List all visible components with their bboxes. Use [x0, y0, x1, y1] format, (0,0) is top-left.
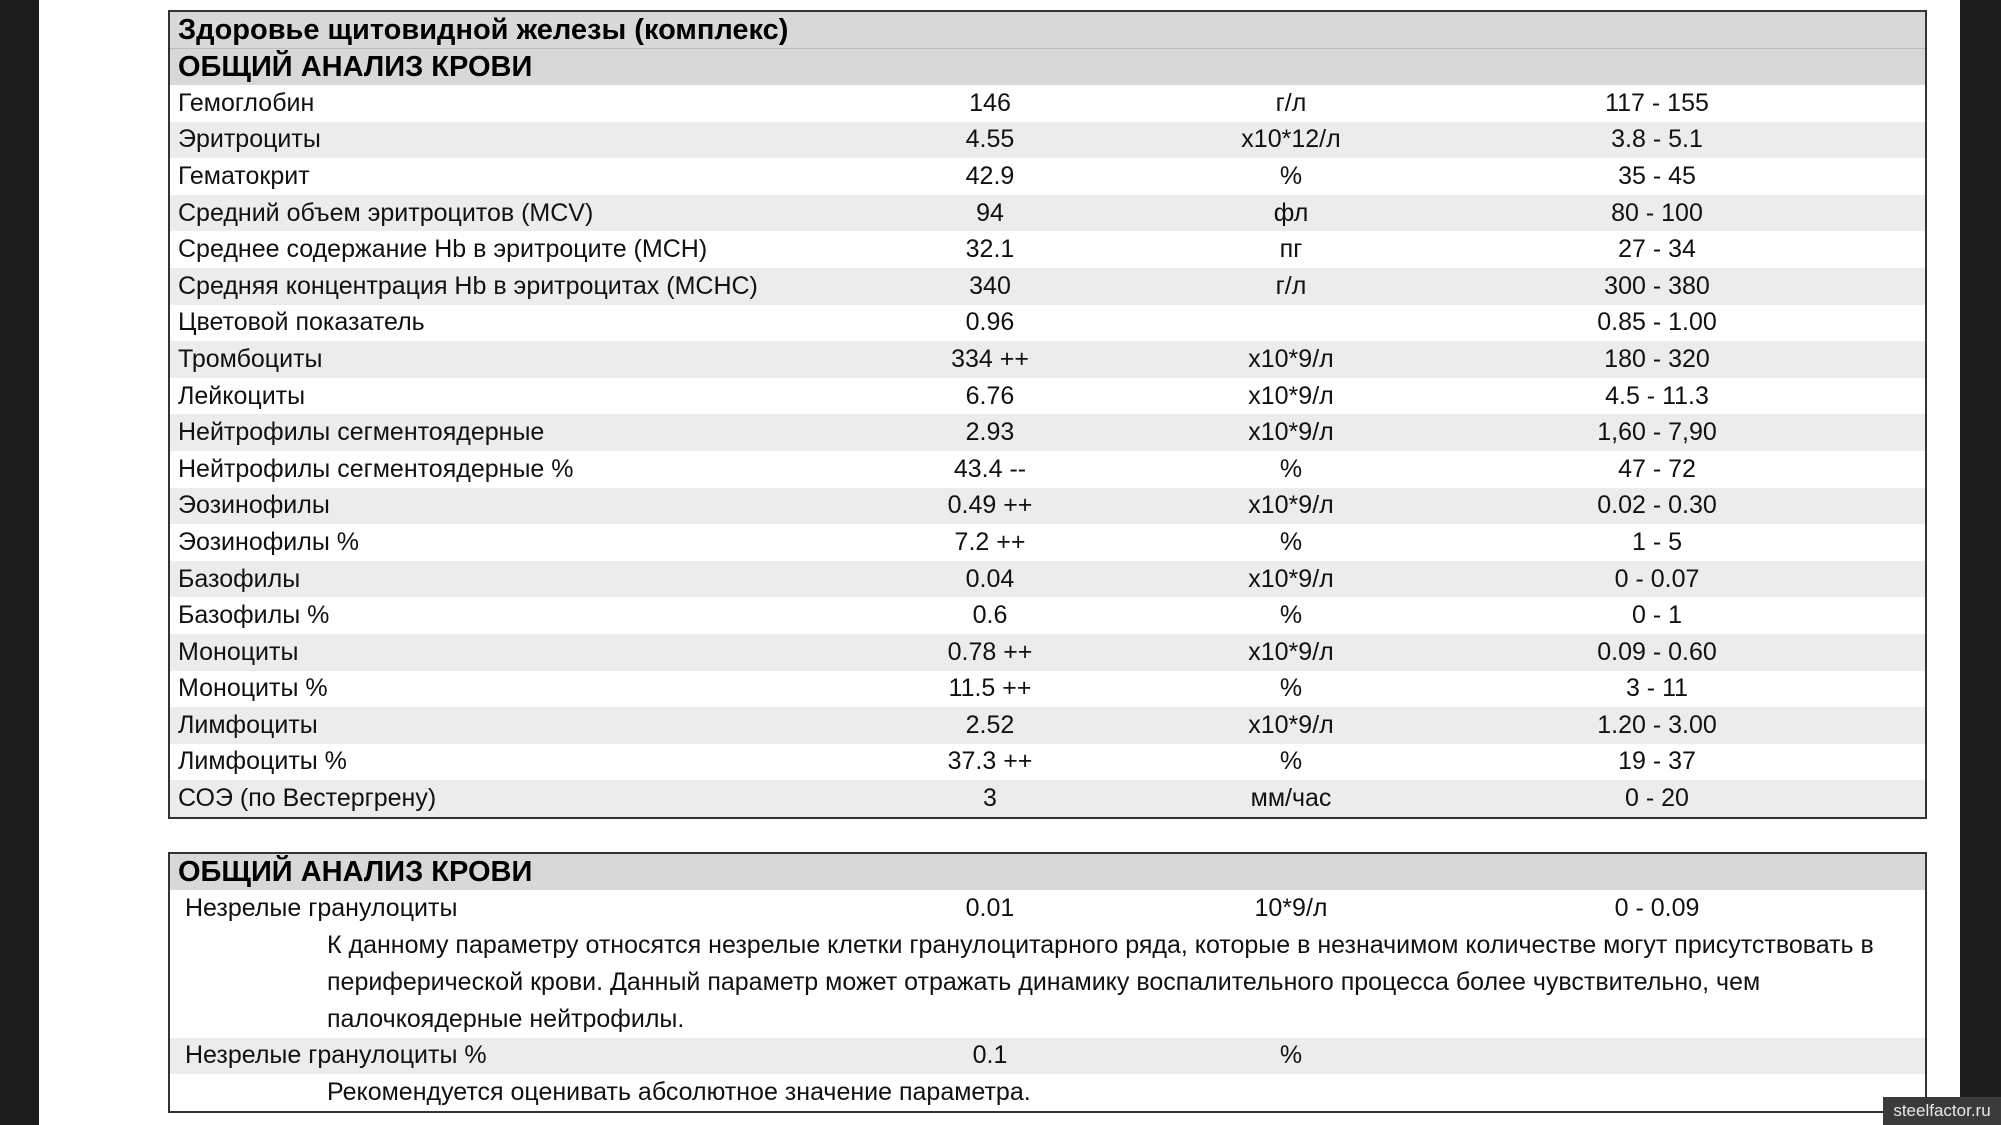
parameter-value: 340 — [969, 271, 1011, 300]
parameter-name: Тромбоциты — [178, 344, 323, 373]
table-row — [170, 268, 1925, 305]
reference-range: 27 - 34 — [1618, 235, 1696, 264]
parameter-value: 37.3 ++ — [947, 747, 1033, 776]
table-row — [170, 561, 1925, 598]
table-row — [170, 414, 1925, 451]
table-row — [170, 122, 1925, 159]
reference-range: 35 - 45 — [1618, 161, 1696, 190]
parameter-unit: % — [1279, 1041, 1303, 1070]
parameter-unit: x10*9/л — [1248, 381, 1334, 410]
parameter-unit: x10*9/л — [1248, 564, 1334, 593]
table-row — [170, 890, 1925, 927]
result-rows — [170, 85, 1925, 817]
parameter-name: Средняя концентрация Hb в эритроцитах (MCHC) — [178, 271, 758, 300]
parameter-value: 43.4 -- — [953, 454, 1027, 483]
parameter-unit: мм/час — [1250, 784, 1332, 813]
parameter-unit: % — [1279, 454, 1303, 483]
reference-range: 180 - 320 — [1604, 344, 1710, 373]
parameter-unit: % — [1279, 674, 1303, 703]
parameter-value: 0.6 — [972, 601, 1008, 630]
table-row — [170, 524, 1925, 561]
reference-range: 0 - 0.09 — [1614, 893, 1700, 922]
parameter-name: Средний объем эритроцитов (MCV) — [178, 198, 594, 227]
parameter-note: К данному параметру относятся незрелые клетки гранулоцитарного ряда, которые в незначимом количестве могут присутствовать в периферической крови. Данный параметр может отражать динамику воспалительного процесса более чувствительно, чем палочкоядерные нейтрофилы. — [327, 930, 1874, 1033]
reference-range: 1,60 - 7,90 — [1597, 418, 1717, 447]
parameter-unit: г/л — [1275, 88, 1307, 117]
parameter-name: Гемоглобин — [178, 88, 315, 117]
reference-range: 1 - 5 — [1631, 527, 1683, 556]
parameter-unit: % — [1279, 527, 1303, 556]
table-row — [170, 231, 1925, 268]
parameter-value: 0.49 ++ — [947, 491, 1033, 520]
reference-range: 0 - 1 — [1631, 601, 1683, 630]
parameter-name: Моноциты % — [178, 674, 328, 703]
parameter-value: 3 — [983, 784, 997, 813]
reference-range: 117 - 155 — [1605, 88, 1709, 117]
page-title: Здоровье щитовидной железы (комплекс) — [170, 12, 1925, 48]
section-title: ОБЩИЙ АНАЛИЗ КРОВИ — [170, 48, 1925, 85]
table-row — [170, 780, 1925, 817]
table-row — [170, 85, 1925, 122]
parameter-value: 0.1 — [972, 1041, 1008, 1070]
parameter-note: Рекомендуется оценивать абсолютное значение параметра. — [327, 1078, 1031, 1107]
document-page — [39, 0, 1960, 1125]
parameter-name: Лимфоциты % — [178, 747, 347, 776]
parameter-value: 334 ++ — [951, 344, 1029, 373]
parameter-value: 4.55 — [965, 125, 1015, 154]
parameter-unit: x10*9/л — [1248, 418, 1334, 447]
parameter-unit: 10*9/л — [1254, 893, 1328, 922]
table-row — [170, 1038, 1925, 1075]
parameter-name: Цветовой показатель — [178, 308, 425, 337]
parameter-name: Лейкоциты — [178, 381, 306, 410]
parameter-unit: % — [1279, 747, 1303, 776]
reference-range: 0 - 20 — [1625, 784, 1689, 813]
reference-range: 300 - 380 — [1604, 271, 1710, 300]
analysis-table-granulocytes — [168, 852, 1927, 1113]
reference-range: 3.8 - 5.1 — [1611, 125, 1703, 154]
parameter-value: 11.5 ++ — [948, 674, 1032, 703]
parameter-value: 94 — [976, 198, 1004, 227]
parameter-name: СОЭ (по Вестергрену) — [178, 784, 437, 813]
reference-range: 80 - 100 — [1611, 198, 1703, 227]
table-row — [170, 451, 1925, 488]
reference-range: 47 - 72 — [1618, 454, 1696, 483]
table-row — [170, 341, 1925, 378]
reference-range: 0.85 - 1.00 — [1597, 308, 1717, 337]
parameter-unit: г/л — [1275, 271, 1307, 300]
parameter-value: 32.1 — [965, 235, 1015, 264]
parameter-name: Базофилы % — [178, 601, 330, 630]
parameter-name: Нейтрофилы сегментоядерные % — [178, 454, 574, 483]
parameter-name: Эозинофилы % — [178, 527, 359, 556]
analysis-table-main — [168, 10, 1927, 819]
parameter-value: 2.52 — [965, 710, 1015, 739]
parameter-value: 42.9 — [965, 161, 1015, 190]
parameter-unit: x10*9/л — [1248, 637, 1334, 666]
parameter-name: Моноциты — [178, 637, 299, 666]
parameter-unit: % — [1279, 161, 1303, 190]
table-row — [170, 158, 1925, 195]
table-row — [170, 378, 1925, 415]
parameter-name: Гематокрит — [178, 161, 310, 190]
parameter-value: 0.78 ++ — [947, 637, 1033, 666]
parameter-unit: x10*9/л — [1248, 344, 1334, 373]
parameter-value: 0.04 — [965, 564, 1015, 593]
parameter-unit: % — [1279, 601, 1303, 630]
table-row — [170, 305, 1925, 342]
parameter-unit: x10*9/л — [1248, 491, 1334, 520]
table-row — [170, 195, 1925, 232]
table-row — [170, 671, 1925, 708]
table-row — [170, 744, 1925, 781]
parameter-unit: фл — [1273, 198, 1309, 227]
parameter-value: 2.93 — [965, 418, 1015, 447]
reference-range: 0.09 - 0.60 — [1597, 637, 1717, 666]
reference-range: 19 - 37 — [1618, 747, 1696, 776]
table-row — [170, 707, 1925, 744]
parameter-name: Нейтрофилы сегментоядерные — [178, 418, 545, 447]
reference-range: 1.20 - 3.00 — [1597, 710, 1717, 739]
parameter-name: Среднее содержание Hb в эритроците (MCH) — [178, 235, 708, 264]
watermark: steelfactor.ru — [1883, 1097, 2001, 1125]
parameter-name: Незрелые гранулоциты — [185, 893, 458, 922]
parameter-value: 7.2 ++ — [954, 527, 1026, 556]
parameter-unit: пг — [1279, 235, 1303, 264]
parameter-value: 0.96 — [965, 308, 1015, 337]
table-row — [170, 488, 1925, 525]
parameter-name: Базофилы — [178, 564, 301, 593]
reference-range: 0.02 - 0.30 — [1597, 491, 1717, 520]
parameter-unit: x10*9/л — [1248, 710, 1334, 739]
table-row — [170, 597, 1925, 634]
parameter-value: 6.76 — [965, 381, 1015, 410]
parameter-name: Незрелые гранулоциты % — [185, 1041, 487, 1070]
reference-range: 4.5 - 11.3 — [1605, 381, 1709, 410]
parameter-name: Лимфоциты — [178, 710, 318, 739]
parameter-value: 146 — [969, 88, 1011, 117]
parameter-name: Эозинофилы — [178, 491, 330, 520]
table-row — [170, 634, 1925, 671]
parameter-name: Эритроциты — [178, 125, 321, 154]
parameter-value: 0.01 — [965, 893, 1015, 922]
section-title: ОБЩИЙ АНАЛИЗ КРОВИ — [170, 854, 1925, 890]
reference-range: 3 - 11 — [1625, 674, 1689, 703]
reference-range: 0 - 0.07 — [1614, 564, 1700, 593]
parameter-unit: x10*12/л — [1241, 125, 1341, 154]
